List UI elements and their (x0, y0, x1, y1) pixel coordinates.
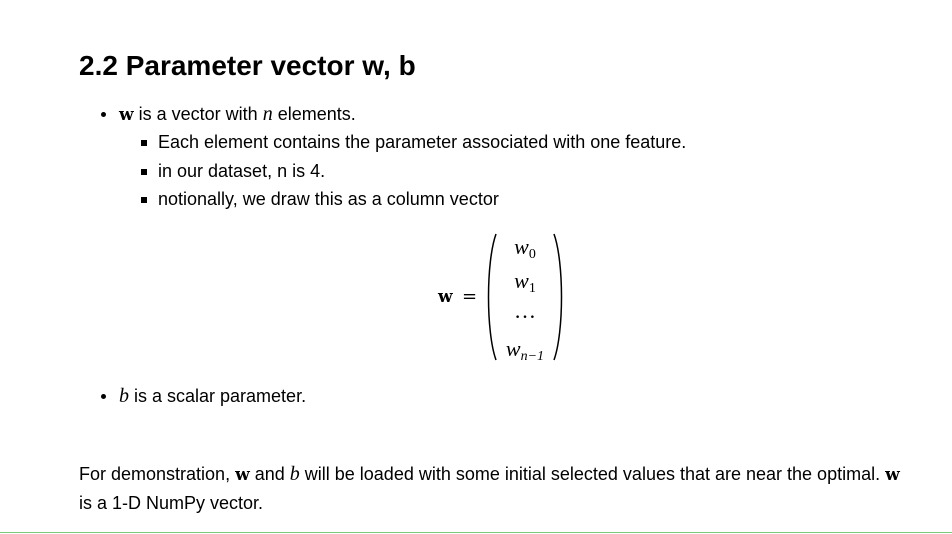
vector-entry-last: $w_{n-1}$ (505, 336, 545, 364)
bullet-b (119, 385, 306, 407)
math-n: n (262, 103, 273, 125)
math-b: b (119, 385, 129, 407)
bullet-w (119, 103, 356, 126)
equation-equals: = (462, 286, 478, 307)
bullet-b-text: is a scalar parameter. (129, 386, 307, 406)
left-parenthesis (484, 232, 498, 362)
bullet-w-text-b: elements. (272, 104, 356, 124)
vector-entry-1: $w_1$ (514, 268, 536, 296)
vector-entry-0: $w_0$ (514, 234, 536, 262)
right-parenthesis (552, 232, 566, 362)
math-b-inline: b (289, 463, 300, 485)
sub-bullet-1: Each element contains the parameter associated with one feature. (158, 132, 687, 152)
math-w-inline-2: w (885, 465, 900, 485)
vector-entry-ellipsis: … (514, 298, 536, 323)
sub-bullet-3: notionally, we draw this as a column vector (158, 189, 499, 209)
section-heading: 2.2 Parameter vector w, b (79, 50, 416, 81)
sub-bullet-2: in our dataset, n is 4. (158, 161, 326, 181)
demonstration-paragraph: For demonstration, w and b will be loaded with some initial selected values that are near the optimal. w is a 1-D NumPy vector. (79, 463, 900, 513)
cell-bottom-border (0, 532, 952, 533)
bullet-w-text-a: is a vector with (133, 104, 263, 124)
math-w: w (119, 105, 134, 125)
math-w-inline: w (235, 465, 250, 485)
equation-lhs-w: w (438, 287, 453, 307)
